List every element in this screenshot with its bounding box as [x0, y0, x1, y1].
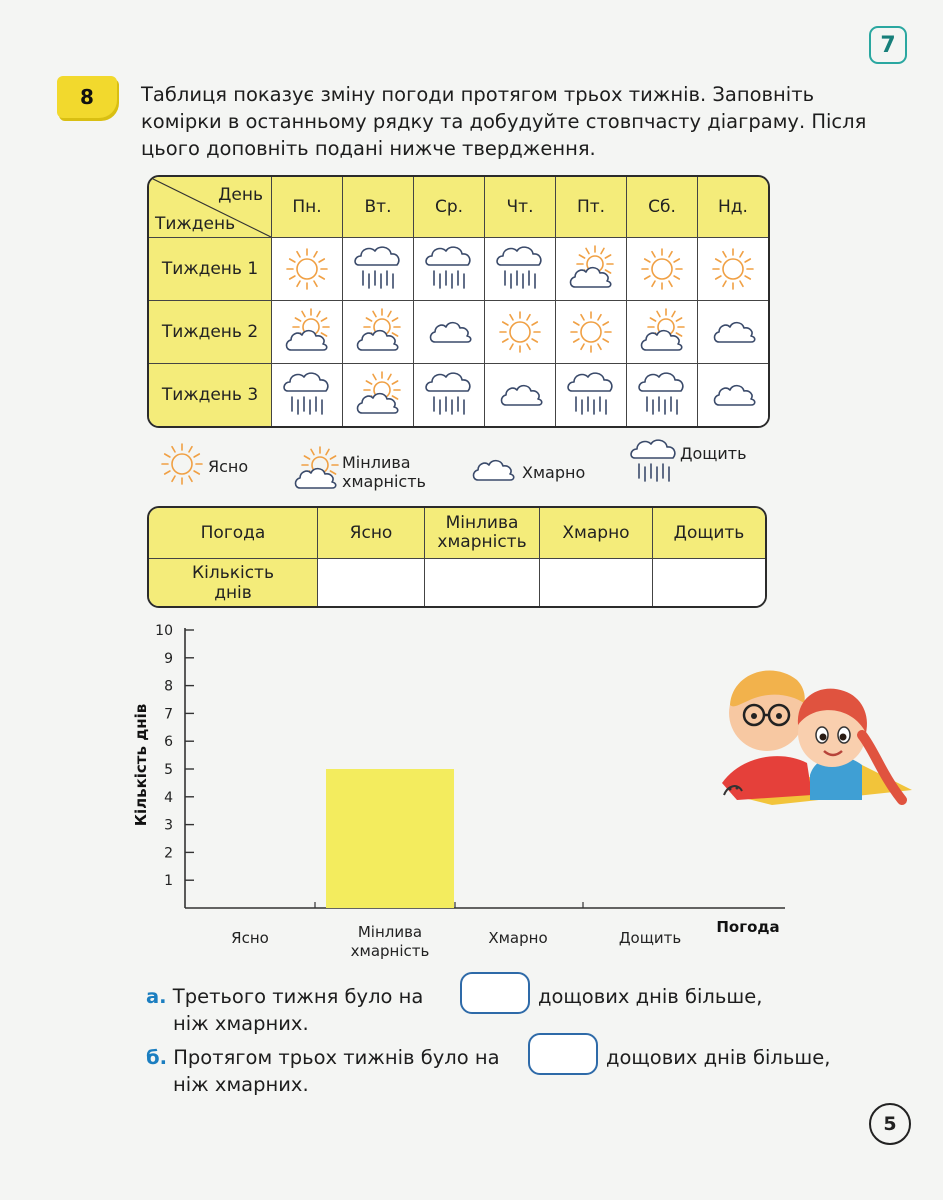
weather-cell — [698, 301, 768, 364]
count-cell-rain[interactable] — [653, 559, 765, 606]
weather-cell — [627, 238, 698, 301]
week-label: Тиждень 2 — [149, 301, 272, 364]
y-tick-label: 7 — [164, 706, 173, 723]
rain-icon — [496, 245, 544, 293]
days-count-label: Кількість днів — [149, 559, 318, 606]
legend-item-clear — [158, 440, 248, 492]
y-axis-label: Кількість днів — [132, 703, 150, 827]
rain-icon — [425, 371, 473, 419]
statement-marker: б. — [146, 1046, 168, 1069]
weather-cell — [343, 364, 414, 426]
legend-item-partly-cloudy — [292, 446, 452, 498]
partly-cloudy-icon — [283, 308, 331, 356]
week-row — [149, 301, 768, 364]
week-label: Тиждень 3 — [149, 364, 272, 426]
sun-icon — [638, 245, 686, 293]
count-cell-cloudy[interactable] — [540, 559, 653, 606]
statement-b-line2: ніж хмарних. — [173, 1073, 309, 1096]
day-header: Ср. — [414, 177, 485, 238]
task-instructions: Таблиця показує зміну погоди протягом трьох тижнів. Заповніть комірки в останньому рядку та добудуйте стовпчасту діаграму. Після цього доповніть подані нижче твердження. — [141, 83, 867, 160]
bar — [326, 769, 454, 908]
rain-icon — [283, 371, 331, 419]
statement-marker: а. — [146, 985, 167, 1008]
legend-label: Ясно — [208, 456, 249, 476]
sun-icon — [158, 440, 206, 488]
weather-cell — [556, 364, 627, 426]
cloud-icon — [468, 446, 516, 494]
rain-icon — [425, 245, 473, 293]
weather-cell — [272, 364, 343, 426]
y-tick-label: 1 — [164, 873, 173, 890]
weather-table-header-row — [149, 177, 768, 238]
weather-cell — [627, 301, 698, 364]
partly-cloudy-icon — [567, 245, 615, 293]
statement-text-before: Протягом трьох тижнів було на — [173, 1046, 500, 1069]
task-number: 8 — [80, 85, 94, 109]
day-header: Вт. — [343, 177, 414, 238]
statement-b — [146, 1044, 500, 1071]
day-header: Чт. — [485, 177, 556, 238]
y-tick-label: 6 — [164, 734, 173, 751]
weather-cell — [343, 301, 414, 364]
x-tick-label: Хмарно — [488, 929, 548, 947]
y-tick-label: 8 — [164, 678, 173, 695]
y-tick-label: 4 — [164, 789, 173, 806]
partly-cloudy-icon — [292, 446, 340, 494]
category-header: Ясно — [318, 508, 425, 559]
legend-item-cloudy — [468, 446, 585, 498]
legend-label: Хмарно — [522, 462, 586, 482]
cloud-icon — [425, 308, 473, 356]
y-tick-label: 2 — [164, 845, 173, 862]
weather-cell — [556, 238, 627, 301]
page-number: 5 — [869, 1103, 911, 1145]
count-cell-clear[interactable] — [318, 559, 425, 606]
day-header: Пт. — [556, 177, 627, 238]
corner-number: 7 — [880, 32, 896, 58]
weather-cell — [627, 364, 698, 426]
statement-a-after: дощових днів більше, — [538, 985, 763, 1008]
legend-label: Дощить — [680, 443, 747, 463]
legend-label: Мінлива хмарність — [342, 453, 426, 491]
weather-cell — [556, 301, 627, 364]
cloud-icon — [496, 371, 544, 419]
weather-cell — [698, 238, 768, 301]
x-tick-label: Дощить — [618, 929, 682, 947]
statement-text-before: Третього тижня було на — [172, 985, 424, 1008]
week-row — [149, 364, 768, 426]
answer-box-a[interactable] — [460, 972, 530, 1014]
category-header: Хмарно — [540, 508, 653, 559]
sun-icon — [283, 245, 331, 293]
bar-chart — [110, 615, 800, 965]
week-label: Тиждень 1 — [149, 238, 272, 301]
weather-cell — [272, 238, 343, 301]
sun-icon — [496, 308, 544, 356]
sun-icon — [709, 245, 757, 293]
legend-item-rain — [630, 438, 747, 490]
week-row — [149, 238, 768, 301]
task-number-badge — [57, 76, 117, 118]
rain-icon — [567, 371, 615, 419]
weather-cell — [485, 301, 556, 364]
weather-cell — [485, 238, 556, 301]
partly-cloudy-icon — [354, 308, 402, 356]
day-header: Сб. — [627, 177, 698, 238]
corner-page-marker — [869, 26, 907, 64]
y-tick-label: 9 — [164, 650, 173, 667]
statement-a-line2: ніж хмарних. — [173, 1012, 309, 1035]
weather-cell — [414, 301, 485, 364]
y-tick-label: 3 — [164, 817, 173, 834]
rain-icon — [638, 371, 686, 419]
count-table-header-row — [149, 508, 765, 559]
weather-header-label: Погода — [149, 508, 318, 559]
cloud-icon — [709, 371, 757, 419]
y-tick-label: 10 — [155, 623, 173, 639]
y-tick-label: 5 — [164, 762, 173, 778]
corner-label-day: День — [218, 185, 263, 205]
rain-icon — [354, 245, 402, 293]
weather-cell — [414, 364, 485, 426]
statement-b-after: дощових днів більше, — [606, 1046, 831, 1069]
cloud-icon — [709, 308, 757, 356]
children-illustration — [712, 655, 912, 815]
partly-cloudy-icon — [354, 371, 402, 419]
day-header: Пн. — [272, 177, 343, 238]
legend-icon-wrap — [630, 438, 678, 490]
category-header: Мінлива хмарність — [425, 508, 540, 559]
table-corner-cell — [149, 177, 272, 238]
legend-icon-wrap — [158, 440, 206, 492]
weather-cell — [485, 364, 556, 426]
weather-cell — [698, 364, 768, 426]
day-header: Нд. — [698, 177, 768, 238]
count-cell-partly-cloudy[interactable] — [425, 559, 540, 606]
category-header: Дощить — [653, 508, 765, 559]
partly-cloudy-icon — [638, 308, 686, 356]
legend-icon-wrap — [292, 446, 340, 498]
weather-cell — [343, 238, 414, 301]
statement-a — [146, 983, 423, 1010]
answer-box-b[interactable] — [528, 1033, 598, 1075]
x-axis-label: Погода — [716, 918, 780, 936]
x-tick-label: Мінлива хмарність — [350, 923, 430, 960]
weather-cell — [272, 301, 343, 364]
weather-cell — [414, 238, 485, 301]
days-count-table — [147, 506, 767, 608]
sun-icon — [567, 308, 615, 356]
weather-table — [147, 175, 770, 428]
count-row — [149, 559, 765, 606]
x-tick-label: Ясно — [231, 929, 269, 947]
corner-label-week: Тиждень — [155, 214, 236, 234]
rain-icon — [630, 438, 678, 486]
legend-icon-wrap — [468, 446, 516, 498]
